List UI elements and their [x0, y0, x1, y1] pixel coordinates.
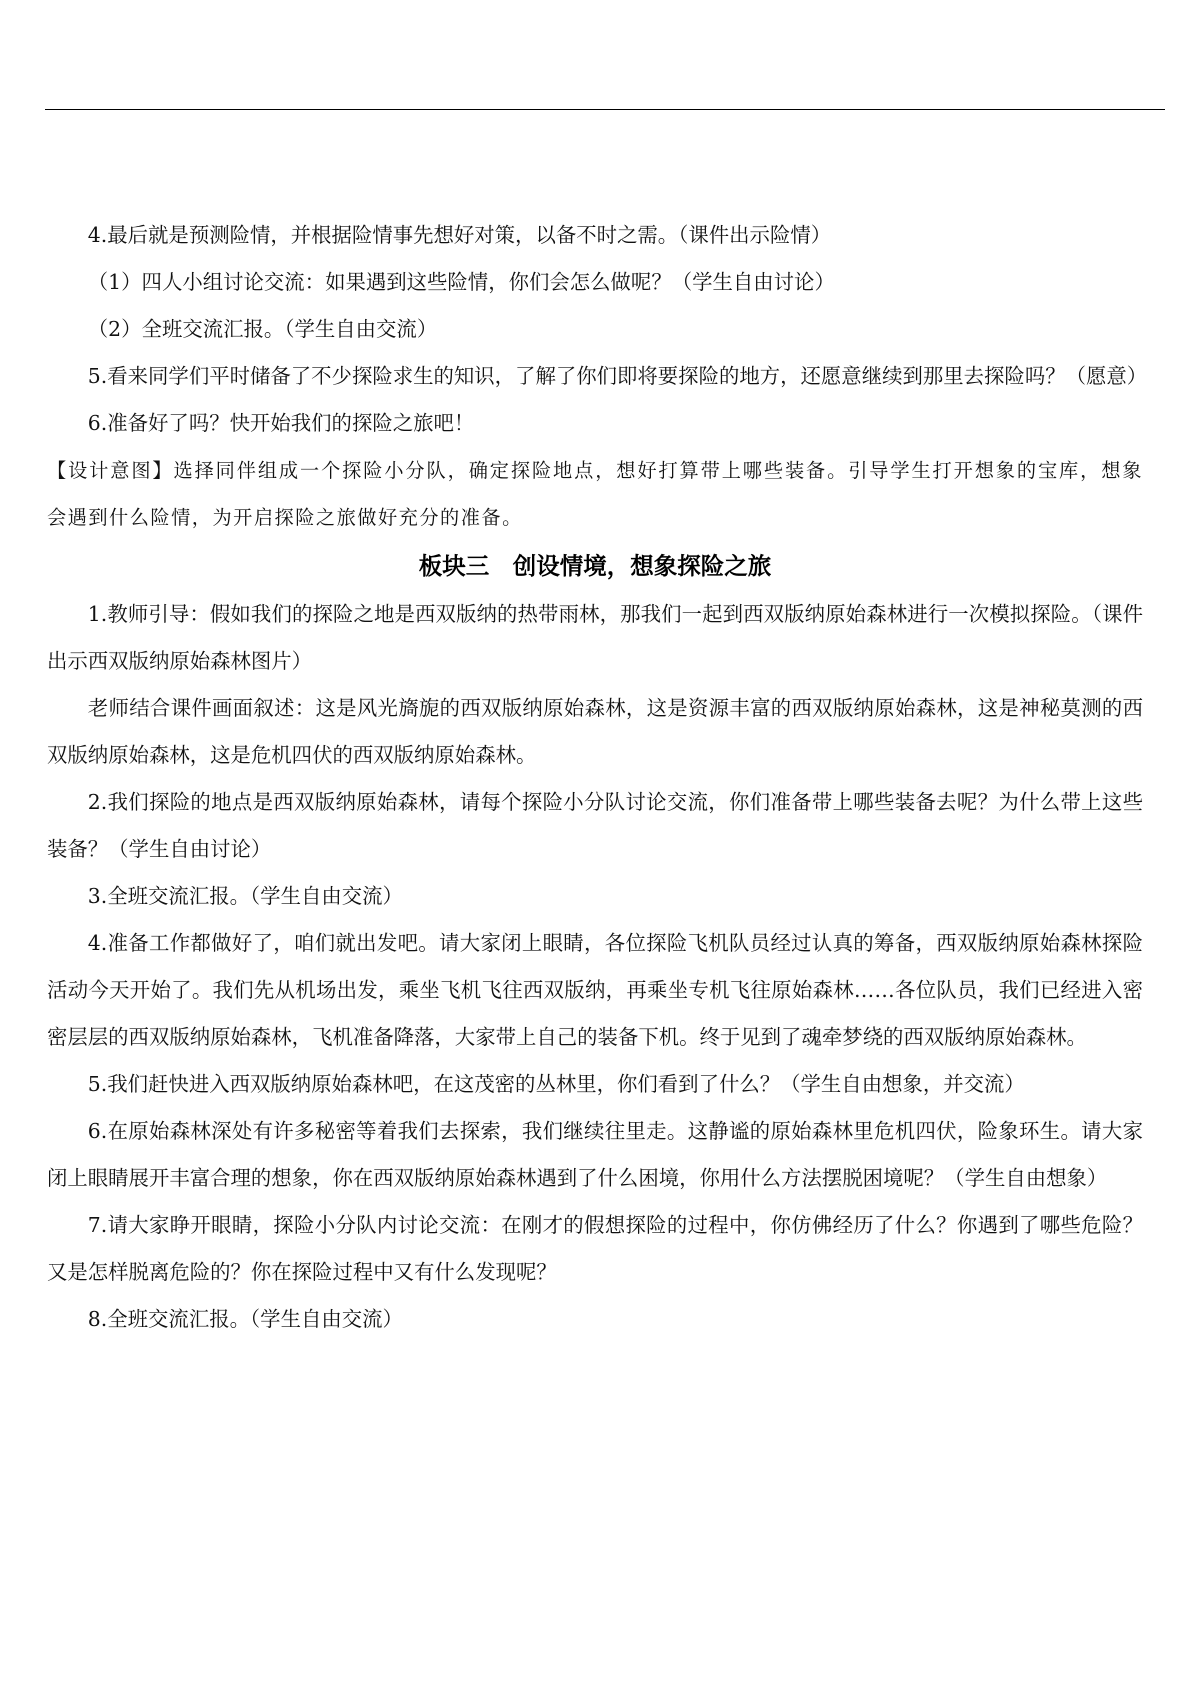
paragraph-class-report: （2）全班交流汇报。（学生自由交流）: [87, 317, 438, 341]
paragraph-deep-forest: 6.在原始森林深处有许多秘密等着我们去探索，我们继续往里走。这静谧的原始森林里危机四伏，险象环生。请大家闭上眼睛展开丰富合理的想象，你在西双版纳原始森林遇到了什么困境，你用什么方法摆脱困境呢？（学生自由想象）: [47, 1119, 1143, 1190]
section-title: 板块三 创设情境，想象探险之旅: [418, 552, 772, 580]
document-body: [47, 212, 1148, 1343]
paragraph-ready: 6.准备好了吗？快开始我们的探险之旅吧！: [87, 411, 475, 435]
paragraph-open-eyes: 7.请大家睁开眼睛，探险小分队内讨论交流：在刚才的假想探险的过程中，你仿佛经历了什么？你遇到了哪些危险？又是怎样脱离危险的？你在探险过程中又有什么发现呢？: [47, 1213, 1143, 1284]
paragraph-teacher-narration: 老师结合课件画面叙述：这是风光旖旎的西双版纳原始森林，这是资源丰富的西双版纳原始森林，这是神秘莫测的西双版纳原始森林，这是危机四伏的西双版纳原始森林。: [47, 696, 1143, 767]
paragraph-group-discussion: （1）四人小组讨论交流：如果遇到这些险情，你们会怎么做呢？（学生自由讨论）: [87, 270, 835, 294]
paragraph-prediction: 4.最后就是预测险情，并根据险情事先想好对策，以备不时之需。（课件出示险情）: [87, 223, 832, 247]
paragraph-equipment: 2.我们探险的地点是西双版纳原始森林，请每个探险小分队讨论交流，你们准备带上哪些装备去呢？为什么带上这些装备？（学生自由讨论）: [47, 790, 1143, 861]
paragraph-departure: 4.准备工作都做好了，咱们就出发吧。请大家闭上眼睛，各位探险飞机队员经过认真的筹备，西双版纳原始森林探险活动今天开始了。我们先从机场出发，乘坐飞机飞往西双版纳，再乘坐专机飞往原始森林……各位队员，我们已经进入密密层层的西双版纳原始森林，飞机准备降落，大家带上自己的装备下机。终于见到了魂牵梦绕的西双版纳原始森林。: [47, 931, 1143, 1049]
paragraph-willing: 5.看来同学们平时储备了不少探险求生的知识，了解了你们即将要探险的地方，还愿意继续到那里去探险吗？（愿意）: [87, 364, 1148, 388]
header-rule: [45, 109, 1165, 110]
paragraph-teacher-guide: 1.教师引导：假如我们的探险之地是西双版纳的热带雨林，那我们一起到西双版纳原始森林进行一次模拟探险。（课件出示西双版纳原始森林图片）: [47, 602, 1143, 673]
paragraph-final-report: 8.全班交流汇报。（学生自由交流）: [87, 1307, 403, 1331]
design-intent-note: 【设计意图】选择同伴组成一个探险小分队，确定探险地点，想好打算带上哪些装备。引导学生打开想象的宝库，想象会遇到什么险情，为开启探险之旅做好充分的准备。: [47, 459, 1143, 529]
paragraph-class-report-2: 3.全班交流汇报。（学生自由交流）: [87, 884, 403, 908]
paragraph-enter-forest: 5.我们赶快进入西双版纳原始森林吧，在这茂密的丛林里，你们看到了什么？（学生自由想象，并交流）: [87, 1072, 1025, 1096]
